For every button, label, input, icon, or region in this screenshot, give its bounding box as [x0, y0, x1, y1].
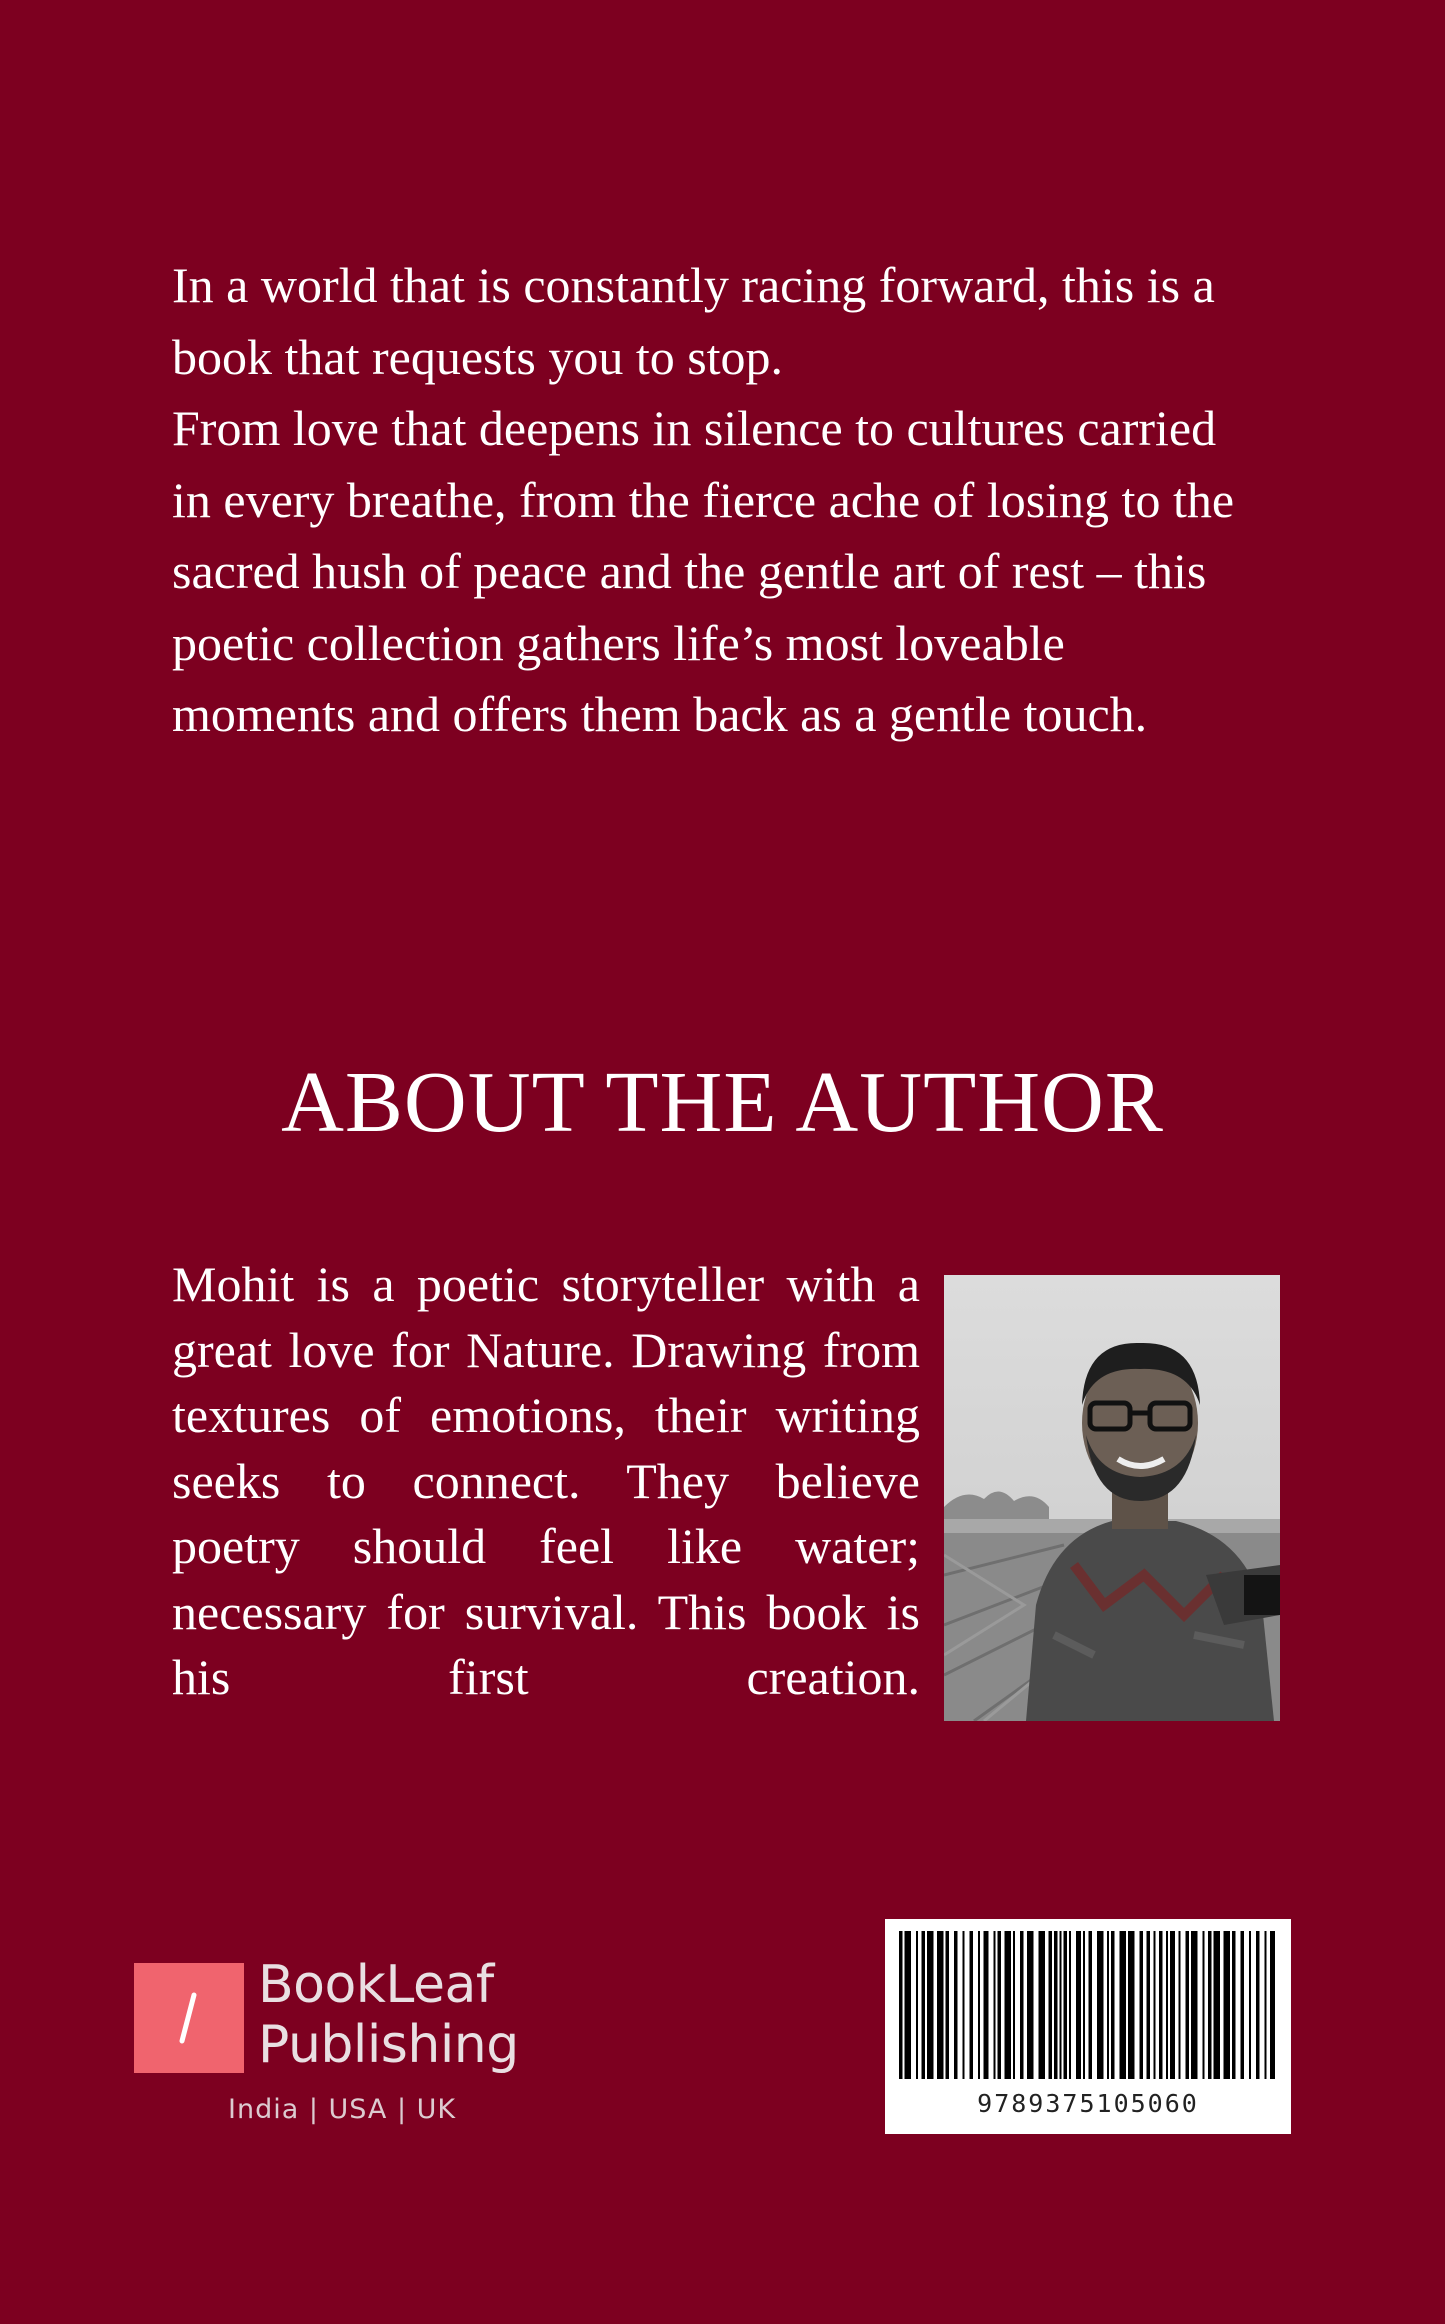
barcode-bar — [970, 1931, 974, 2079]
barcode-bar — [905, 1931, 912, 2079]
barcode-bar — [1170, 1931, 1175, 2079]
barcode-bar — [922, 1931, 926, 2079]
barcode-bar — [1054, 1931, 1058, 2079]
isbn-number: 9789375105060 — [977, 2089, 1199, 2118]
barcode-bar — [978, 1931, 980, 2079]
barcode-bar — [1049, 1931, 1053, 2079]
barcode-bar — [1186, 1931, 1190, 2079]
barcode-bar — [954, 1931, 958, 2079]
barcode-bar — [1179, 1931, 1181, 2079]
barcode-bar — [1120, 1931, 1127, 2079]
barcode-bar — [1069, 1931, 1071, 2079]
barcode-bar — [1159, 1931, 1163, 2079]
barcode-bar — [1013, 1931, 1015, 2079]
barcode-bar — [963, 1931, 965, 2079]
barcode-bar — [1076, 1931, 1081, 2079]
barcode-bar — [937, 1931, 944, 2079]
barcode-bar — [1128, 1931, 1135, 2079]
barcode-bar — [1265, 1931, 1267, 2079]
barcode-bar — [1249, 1931, 1251, 2079]
about-author-heading: ABOUT THE AUTHOR — [281, 1053, 1164, 1150]
blurb-paragraph-2: From love that deepens in silence to cultures carried in every breathe, from the fierce ache of losing to the sacred hush of peace and the gentle art of rest – this poetic collection gathers life’s most loveable moments and offers them back as a gentle touch. — [172, 400, 1235, 742]
barcode-bar — [998, 1931, 1002, 2079]
publisher-name-line-2: Publishing — [258, 2015, 519, 2075]
barcode-icon — [885, 1919, 1291, 2089]
author-bio: Mohit is a poetic storyteller with a great love for Nature. Drawing from textures of emotions, their writing seeks to connect. They believe poetry should feel like water; necessary for survival. This book is his first creation. — [172, 1256, 920, 1705]
barcode-bar — [1166, 1931, 1168, 2079]
barcode-bar — [1020, 1931, 1024, 2079]
barcode-bar — [1208, 1931, 1212, 2079]
barcode-bar — [1111, 1931, 1115, 2079]
barcode-bar — [1140, 1931, 1144, 2079]
publisher-name-line-1: BookLeaf — [258, 1955, 494, 2015]
barcode-bar — [916, 1931, 918, 2079]
barcode-bar — [1232, 1931, 1236, 2079]
barcode-bar — [1107, 1931, 1109, 2079]
publisher-name — [258, 1955, 519, 2075]
barcode-bar — [946, 1931, 950, 2079]
barcode-bar — [1203, 1931, 1205, 2079]
barcode-bar — [927, 1931, 934, 2079]
barcode-bar — [1083, 1931, 1085, 2079]
barcode-bar — [1154, 1931, 1156, 2079]
barcode-bar — [994, 1931, 996, 2079]
barcode-bar — [899, 1931, 903, 2079]
author-photo — [944, 1275, 1280, 1721]
barcode-bar — [984, 1931, 989, 2079]
barcode-bar — [1256, 1931, 1260, 2079]
barcode-bar — [1214, 1931, 1221, 2079]
back-cover-blurb — [172, 250, 1252, 751]
barcode-bar — [1039, 1931, 1046, 2079]
publisher-regions: India | USA | UK — [228, 2094, 457, 2125]
barcode-bar — [1064, 1931, 1068, 2079]
barcode-bar — [1224, 1931, 1231, 2079]
barcode-bar — [1097, 1931, 1104, 2079]
bookleaf-logo-icon — [134, 1963, 244, 2073]
barcode-bar — [1089, 1931, 1093, 2079]
barcode-bar — [1027, 1931, 1034, 2079]
barcode-bar — [1005, 1931, 1012, 2079]
barcode-bar — [1270, 1931, 1275, 2079]
barcode-bar — [1147, 1931, 1151, 2079]
barcode-bar — [1060, 1931, 1062, 2079]
barcode-bar — [1191, 1931, 1198, 2079]
barcode-bar — [1241, 1931, 1245, 2079]
blurb-paragraph-1: In a world that is constantly racing forward, this is a book that requests you to stop. — [172, 257, 1215, 385]
isbn-barcode — [885, 1919, 1291, 2134]
